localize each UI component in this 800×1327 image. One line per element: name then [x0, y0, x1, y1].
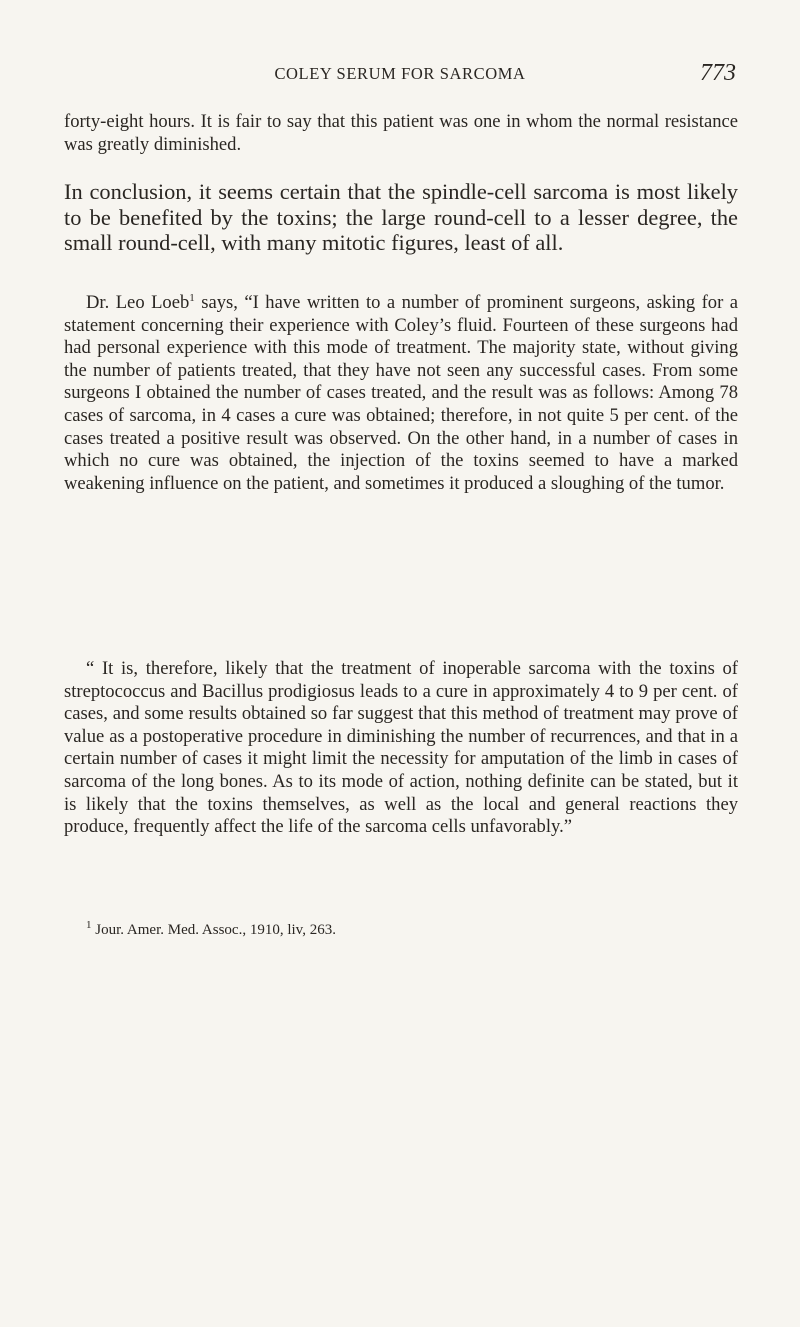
- paragraph-opening-text: forty-eight hours. It is fair to say that this patient was one in whom the normal resistance was greatly diminished.: [64, 111, 738, 155]
- paragraph-loeb-text: [64, 292, 738, 495]
- running-title: COLEY SERUM FOR SARCOMA: [274, 64, 526, 83]
- paragraph-quote-text: “ It is, therefore, likely that the treatment of inoperable sarcoma with the toxins of streptococcus and Bacillus prodigiosus leads to a cure in approximately 4 to 9 per cent. of cases, and some results obtained so far suggest that this method of treatment may prove of value as a postoperative procedure in diminishing the number of recurrences, and that in a certain number of cases it might limit the necessity for amputation of the limb in cases of sarcoma of the long bones. As to its mode of action, nothing definite can be stated, but it is likely that the toxins themselves, as well as the local and general reactions they produce, frequently affect the life of the sarcoma cells unfavorably.”: [64, 658, 738, 838]
- footnote-text: Jour. Amer. Med. Assoc., 1910, liv, 263.: [91, 922, 336, 938]
- loeb-quote-start: says, “I have written to a number of prominent surgeons, asking for a statement concerning their experience with Coley’s fluid. Fourteen of these surgeons had had personal experience with this mode of treatment. The majority state, without giving the number of patients treated, that they have not seen any successful cases. From some surgeons I obtained the number of cases treated, and the result was as follows: Among 78 cases of sarcoma, in 4 cases a cure was obtained; therefore, in not quite 5 per cent. of the cases treated a positive result was observed. On the other hand, in a number of cases in which no cure was obtained, the injection of the toxins seemed to have a marked weakening influence on the patient, and sometimes it produced a sloughing of the tumor.: [64, 292, 738, 494]
- footnote-marker: 1: [86, 919, 92, 931]
- running-header: [64, 60, 736, 86]
- paragraph-conclusion: [64, 179, 738, 256]
- footnote: [86, 921, 336, 939]
- paragraph-opening: [64, 111, 738, 156]
- paragraph-quote: [64, 658, 738, 839]
- footnote-reference: 1: [189, 291, 195, 304]
- paragraph-loeb: [64, 292, 738, 495]
- page-number: 773: [700, 60, 736, 86]
- paragraph-conclusion-text: In conclusion, it seems certain that the spindle-cell sarcoma is most likely to be benefited by the toxins; the large round-cell to a lesser degree, the small round-cell, with many mitotic figures, least of all.: [64, 179, 738, 256]
- loeb-lead: Dr. Leo Loeb: [86, 292, 190, 313]
